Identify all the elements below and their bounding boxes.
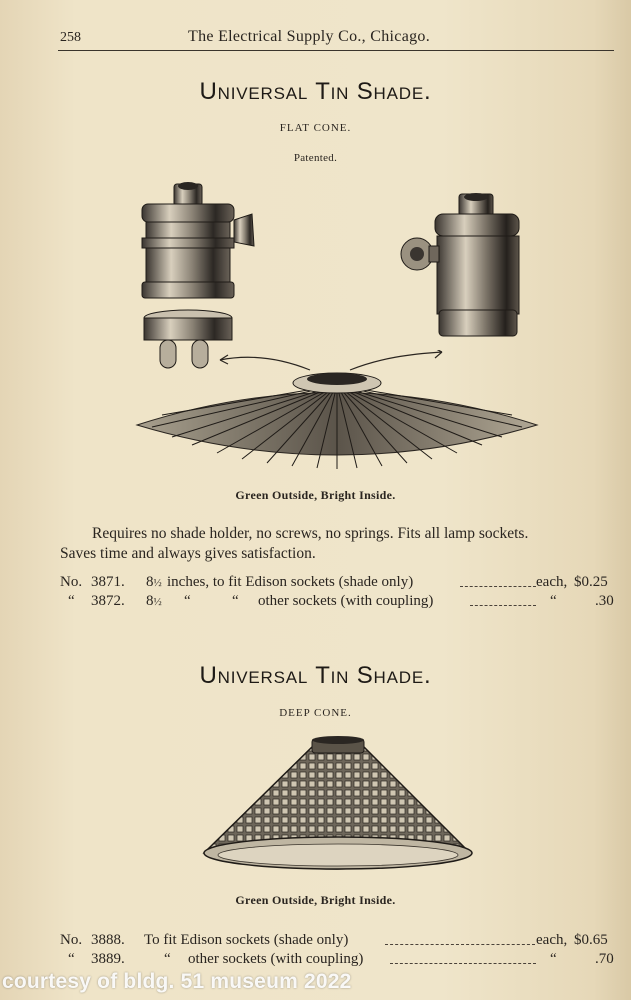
item-no-label: “ [68,593,75,609]
item-each-label: “ [550,593,557,609]
item-number: 3888. [91,932,125,948]
section2-title: Universal Tin Shade. [199,662,432,689]
item-price: .70 [595,951,614,967]
section1-description-line1: Requires no shade holder, no screws, no springs. Fits all lamp sockets. [92,525,529,542]
item-price: $0.25 [574,574,608,590]
ditto-mark: “ [184,593,191,609]
section1-patent: Patented. [293,152,338,164]
item-description: other sockets (with coupling) [258,593,434,609]
item-price: .30 [595,593,614,609]
item-size: 8½ [146,574,162,590]
item-number: 3872. [91,593,125,609]
item-each-label: “ [550,951,557,967]
section1-title: Universal Tin Shade. [199,78,432,105]
page-header [58,28,614,51]
dotted-leader [385,944,535,945]
section2-subtitle: DEEP CONE. [279,707,352,719]
price-row-3872 [60,593,615,611]
item-no-label: “ [68,951,75,967]
item-description: inches, to fit Edison sockets (shade only) [167,574,414,590]
item-number: 3889. [91,951,125,967]
watermark: courtesy of bldg. 51 museum 2022 [2,970,352,993]
item-no-label: No. [60,932,83,948]
item-price: $0.65 [574,932,608,948]
item-number: 3871. [91,574,125,590]
ditto-mark: “ [164,951,171,967]
item-each-label: each, [536,574,568,590]
item-each-label: each, [536,932,568,948]
dotted-leader [460,586,536,587]
running-title: The Electrical Supply Co., Chicago. [188,28,430,45]
flat-cone-shade-icon [132,365,542,480]
lamp-socket-right-icon [395,190,535,350]
price-row-3888 [60,932,615,950]
deep-cone-shade-icon [200,735,475,875]
item-no-label: No. [60,574,83,590]
price-row-3889 [60,951,615,969]
item-description: To fit Edison sockets (shade only) [144,932,349,948]
section1-description-line2: Saves time and always gives satisfaction. [60,545,316,562]
dotted-leader [470,605,536,606]
page-number: 258 [60,30,81,45]
ditto-mark: “ [232,593,239,609]
lamp-socket-left-icon [130,180,255,375]
item-description: other sockets (with coupling) [188,951,364,967]
section1-subtitle: FLAT CONE. [279,122,352,134]
dotted-leader [390,963,536,964]
item-size: 8½ [146,593,162,609]
section1-caption: Green Outside, Bright Inside. [235,488,396,502]
section2-caption: Green Outside, Bright Inside. [235,893,396,907]
price-row-3871 [60,574,615,592]
